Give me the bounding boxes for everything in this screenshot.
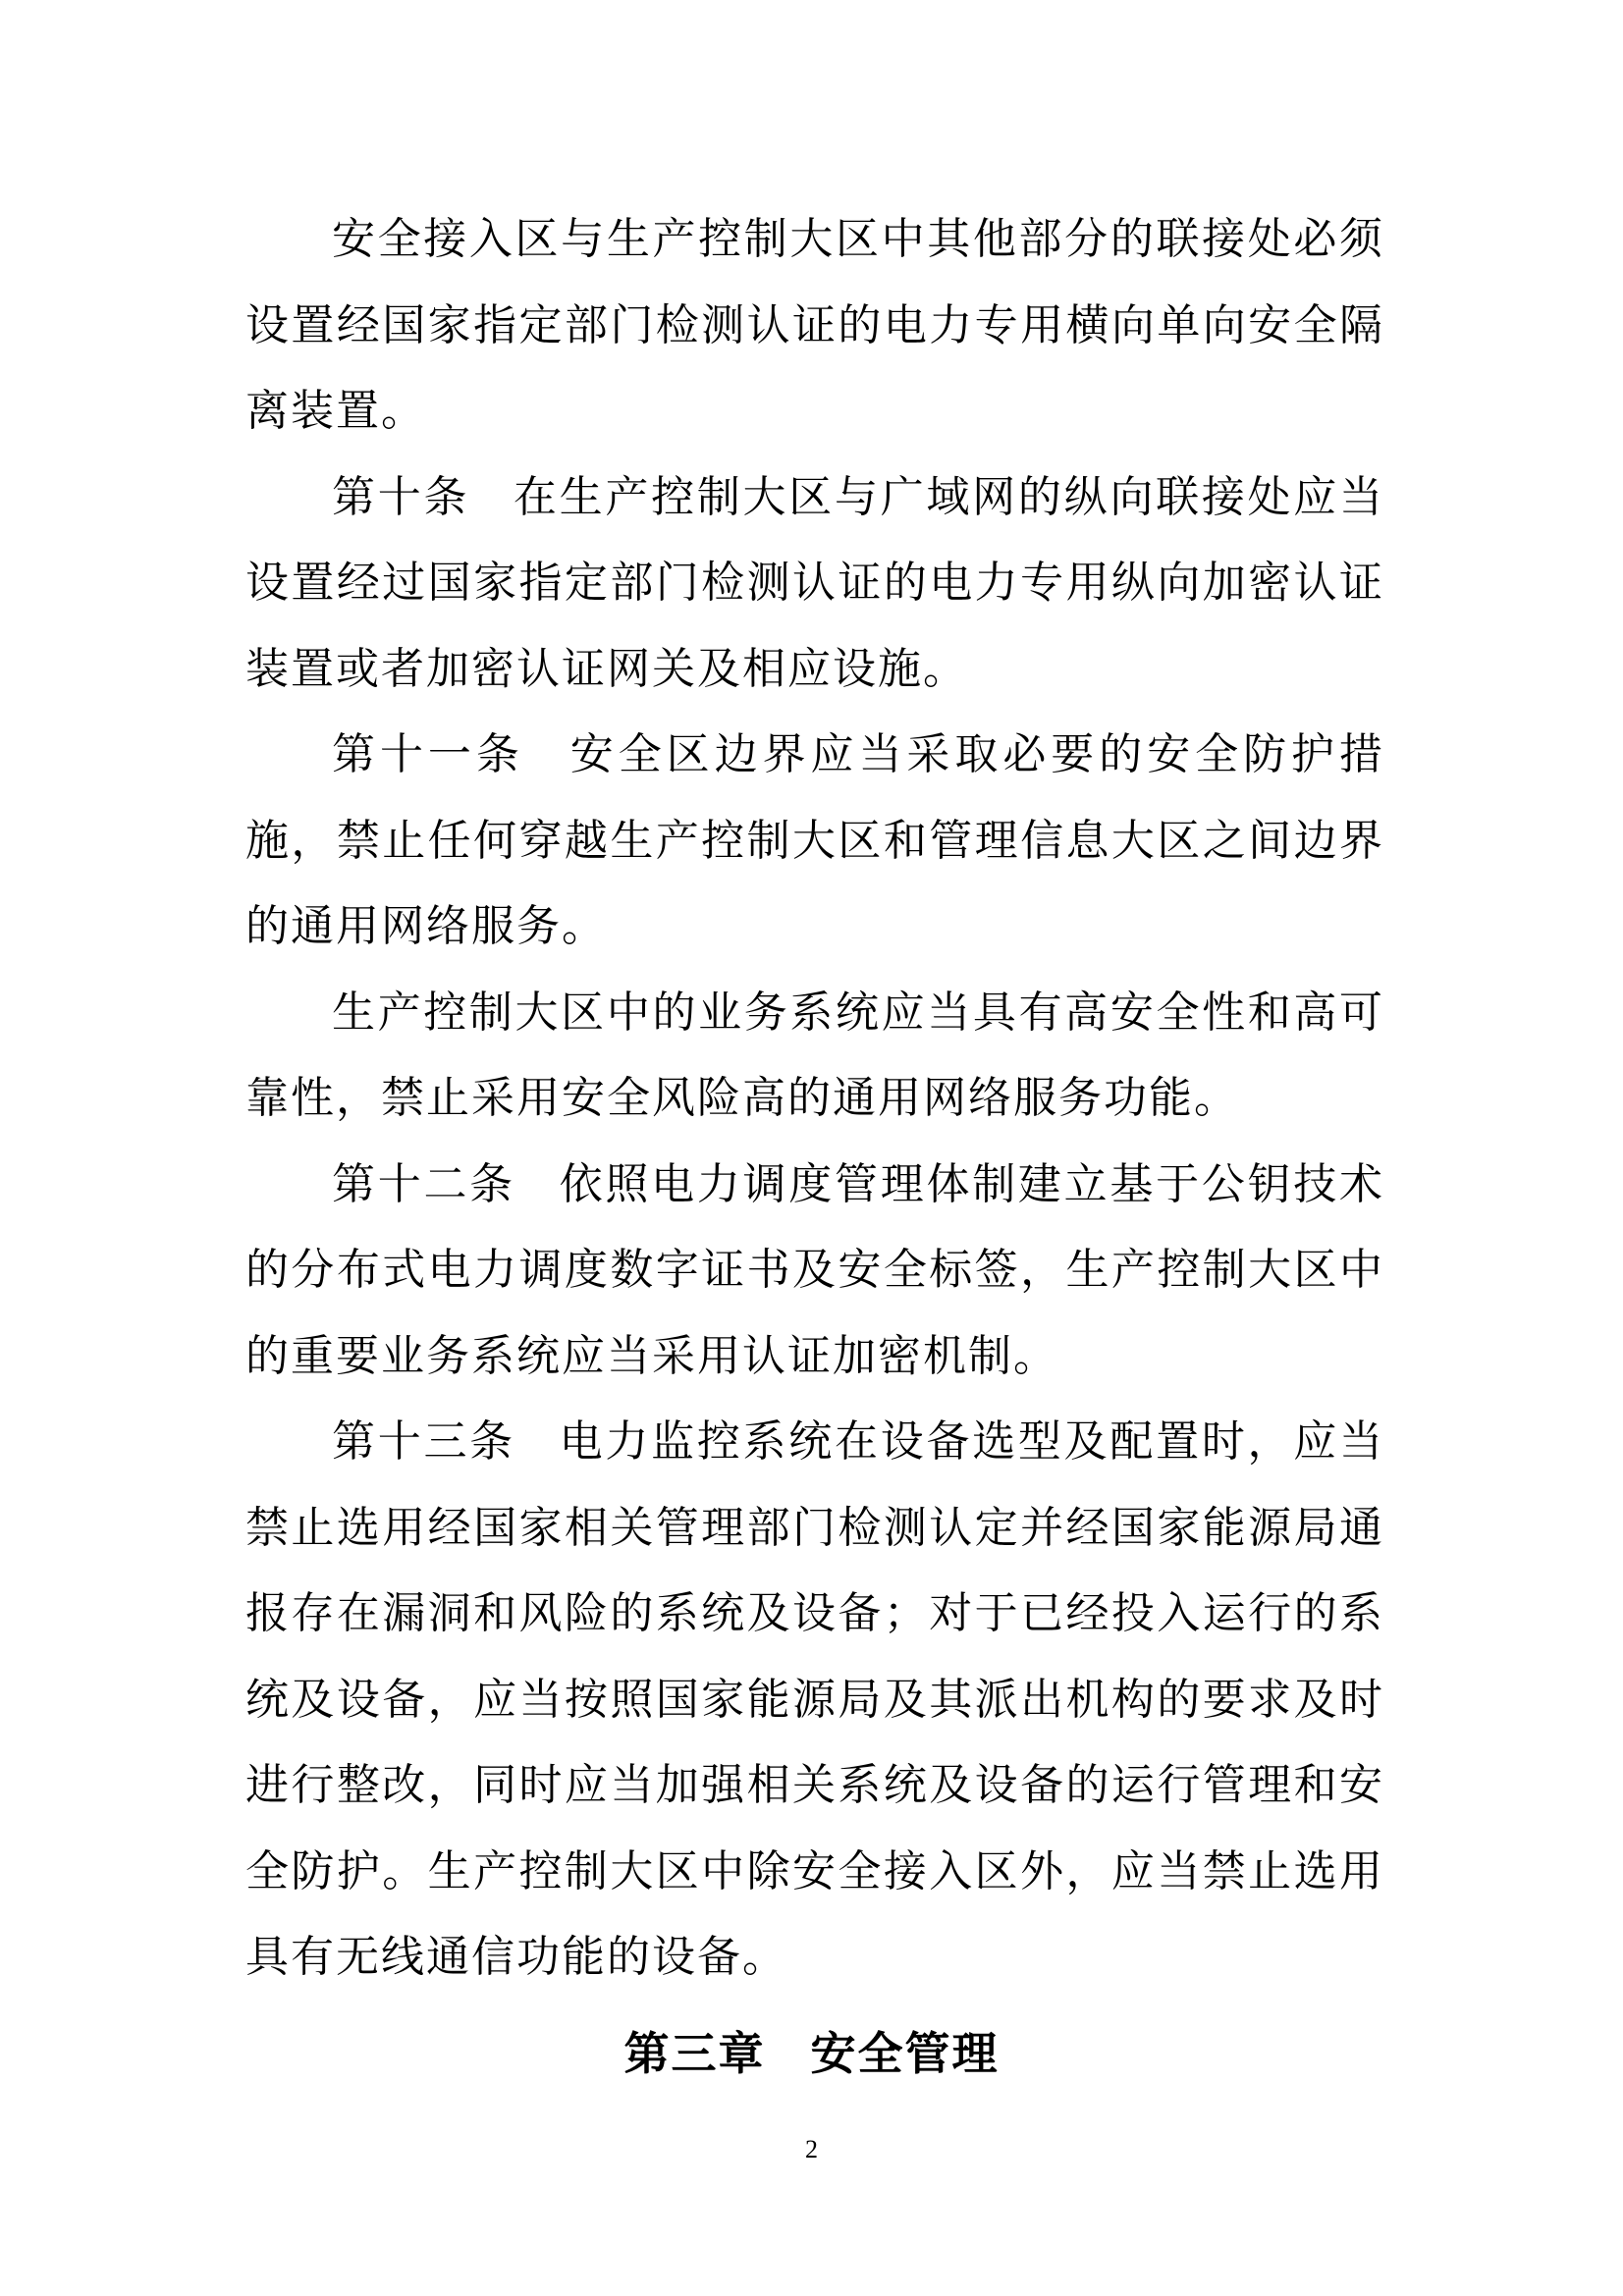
paragraph-article-11 bbox=[245, 712, 1384, 970]
chapter-title: 安全管理 bbox=[810, 2027, 1000, 2080]
article-number: 第十三条 bbox=[332, 1416, 515, 1467]
article-number: 第十条 bbox=[332, 471, 470, 522]
chapter-number: 第三章 bbox=[623, 2027, 766, 2080]
paragraph-text: 电力监控系统在设备选型及配置时，应当禁止选用经国家相关管理部门检测认定并经国家能源局通报存在漏洞和风险的系统及设备；对于已经投入运行的系统及设备，应当按照国家能源局及其派出机构的要求及时进行整改，同时应当加强相关系统及设备的运行管理和安全防护。生产控制大区中除安全接入区外，应当禁止选用具有无线通信功能的设备。 bbox=[245, 1416, 1385, 1982]
paragraph-4 bbox=[245, 970, 1384, 1142]
paragraph-text: 依照电力调度管理体制建立基于公钥技术的分布式电力调度数字证书及安全标签，生产控制大区中的重要业务系统应当采用认证加密机制。 bbox=[245, 1158, 1385, 1381]
paragraph-text: 安全接入区与生产控制大区中其他部分的联接处必须设置经国家指定部门检测认证的电力专用横向单向安全隔离装置。 bbox=[245, 214, 1384, 436]
page-number: 2 bbox=[805, 2135, 818, 2163]
paragraph-article-12 bbox=[245, 1142, 1384, 1400]
chapter-heading bbox=[0, 2014, 1623, 2093]
paragraph-article-13 bbox=[245, 1399, 1384, 2001]
paragraph-text: 生产控制大区中的业务系统应当具有高安全性和高可靠性，禁止采用安全风险高的通用网络服务功能。 bbox=[245, 987, 1384, 1123]
article-number: 第十一条 bbox=[332, 729, 524, 779]
paragraph-article-10 bbox=[245, 454, 1384, 713]
article-number: 第十二条 bbox=[332, 1158, 515, 1209]
body-text bbox=[245, 196, 1384, 2001]
paragraph-text: 在生产控制大区与广域网的纵向联接处应当设置经过国家指定部门检测认证的电力专用纵向加密认证装置或者加密认证网关及相应设施。 bbox=[245, 471, 1385, 694]
paragraph-1 bbox=[245, 196, 1384, 454]
paragraph-text: 安全区边界应当采取必要的安全防护措施，禁止任何穿越生产控制大区和管理信息大区之间边界的通用网络服务。 bbox=[245, 729, 1385, 951]
